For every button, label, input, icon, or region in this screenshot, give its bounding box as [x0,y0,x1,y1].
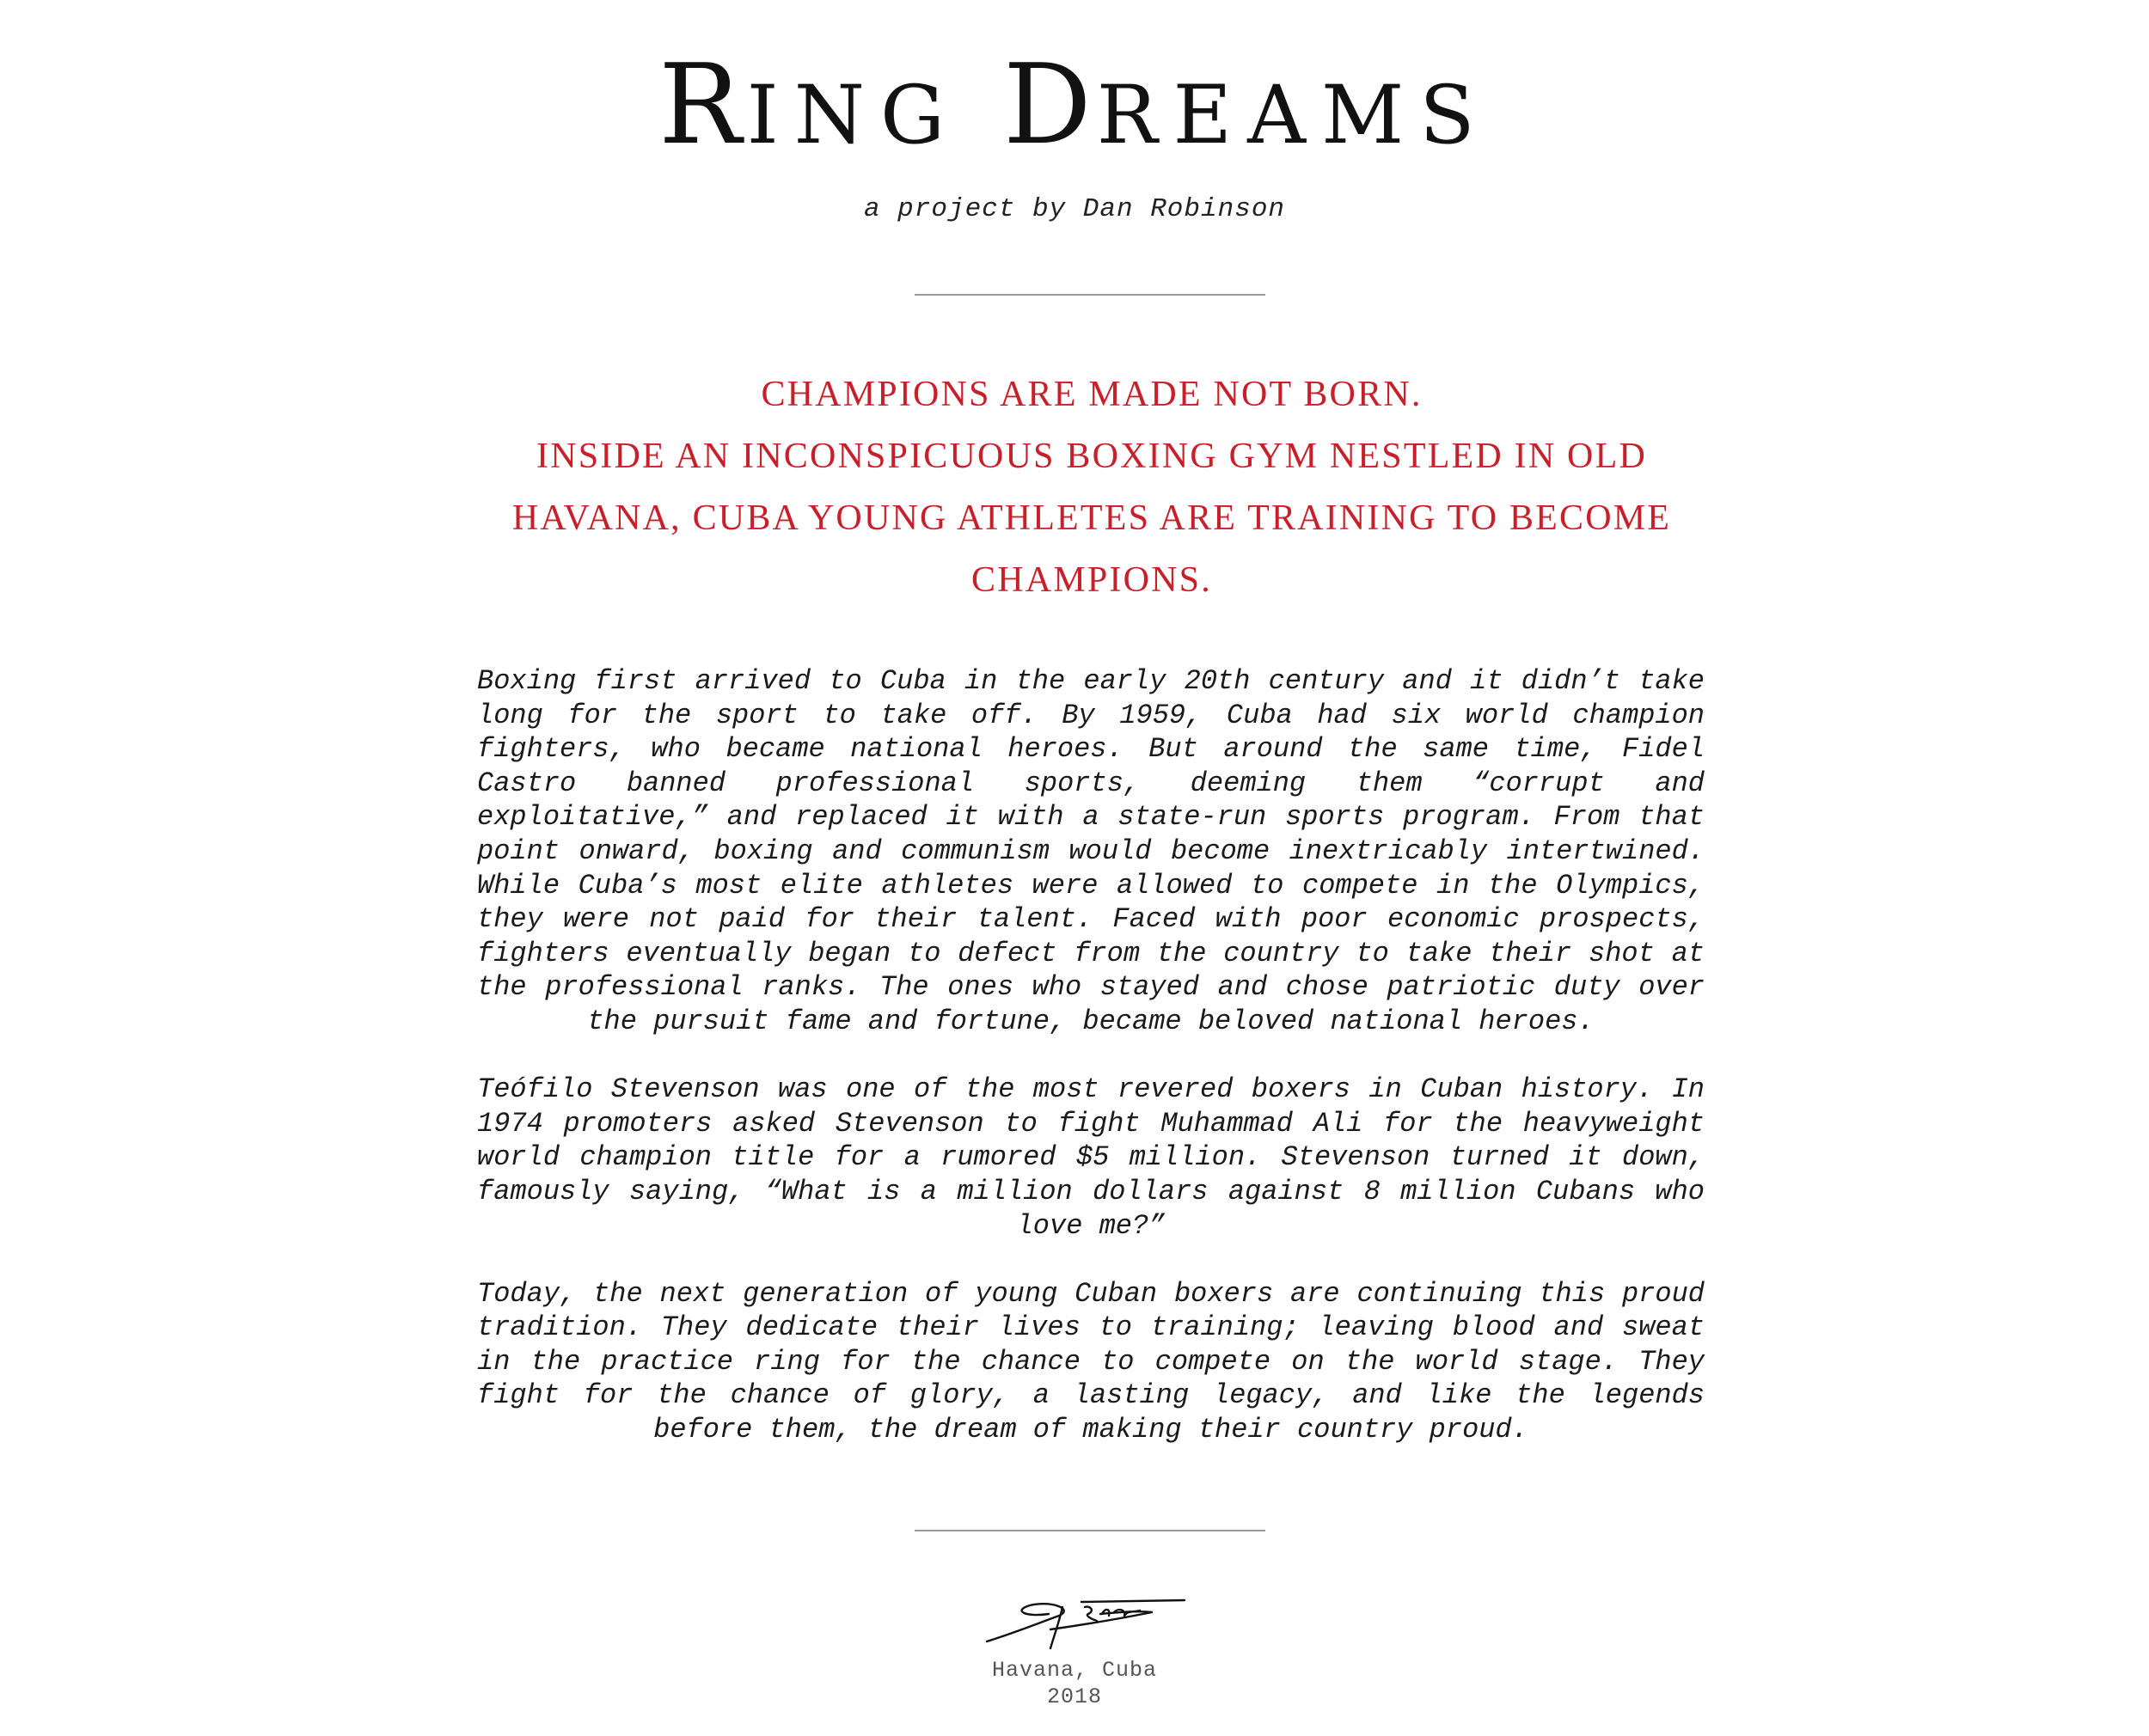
headline-line: CHAMPIONS ARE MADE NOT BORN. [761,375,1423,414]
headline-line: HAVANA, CUBA YOUNG ATHLETES ARE TRAINING TO BECOME [511,498,1672,538]
location-text: Havana, Cuba [991,1658,1158,1683]
body-paragraph: Boxing first arrived to Cuba in the early 20th century and it didn’t take long for the sport to take off. By 1959, Cuba had six world champion fighters, who became national heroes. But around the same time, Fidel Castro banned professional sports, deeming them “corrupt and exploitative,” and replaced it with a state-run sports program. From that point onward, boxing and communism would become inextricably intertwined. While Cuba’s most elite athletes were allowed to compete in the Olympics, they were not paid for their talent. Faced with poor economic prospects, fighters eventually began to defect from the country to take their shot at the professional ranks. The ones who stayed and chose patriotic duty over the pursuit fame and fortune, became beloved national heroes. [477,665,1705,1037]
title-initial-r: R [658,41,747,169]
title-rest-reams: REAMS [1096,69,1491,162]
body-paragraph: Teófilo Stevenson was one of the most revered boxers in Cuban history. In 1974 promoters asked Stevenson to fight Muhammad Ali for the heavyweight world champion title for a rumored $5 million. Stevenson turned it down, famously saying, “What is a million dollars against 8 million Cubans who love me?” [477,1073,1705,1242]
headline-line: INSIDE AN INCONSPICUOUS BOXING GYM NESTLED IN OLD [536,437,1647,476]
headline [481,364,1702,611]
year-text: 2018 [1046,1684,1102,1709]
title-rest-ing: ING [746,69,961,162]
body-paragraph: Today, the next generation of young Cuban boxers are continuing this proud tradition. They dedicate their lives to training; leaving blood and sweat in the practice ring for the chance to compete on the world stage. They fight for the chance of glory, a lasting legacy, and like the legends before them, the dream of making their country proud. [477,1277,1705,1446]
signature-icon [980,1592,1186,1652]
bottom-divider [915,1530,1265,1531]
byline: a project by Dan Robinson [863,194,1286,224]
title-initial-d: D [1003,41,1097,169]
body-text [477,664,1705,1481]
top-divider [915,294,1265,296]
headline-line: CHAMPIONS. [971,560,1212,600]
page-title [0,41,2149,180]
